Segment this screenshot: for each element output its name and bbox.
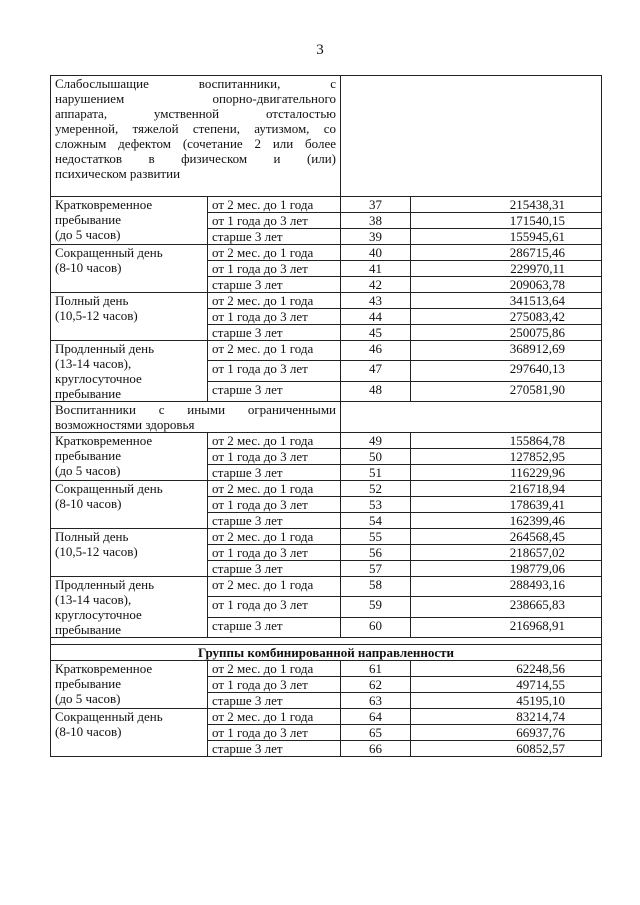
section-title: Группы комбинированной направленности	[51, 645, 602, 661]
mode-label-line: пребывание	[55, 386, 121, 401]
row-number-cell: 43	[341, 293, 411, 309]
empty-cell	[341, 402, 602, 433]
row-number-cell: 37	[341, 197, 411, 213]
mode-label-line: Сокращенный день	[55, 709, 163, 724]
table-row	[51, 709, 602, 725]
mode-label-cell	[51, 577, 208, 638]
age-cell: от 1 года до 3 лет	[208, 261, 341, 277]
table-row	[51, 245, 602, 261]
row-number-cell: 50	[341, 449, 411, 465]
row-number-cell: 40	[341, 245, 411, 261]
table-row	[51, 577, 602, 597]
cost-value-cell: 218657,02	[411, 545, 602, 561]
section-header-cell	[51, 402, 341, 433]
row-number-cell: 54	[341, 513, 411, 529]
age-cell: от 2 мес. до 1 года	[208, 577, 341, 597]
mode-label-line: пребывание	[55, 676, 121, 691]
row-number-cell: 56	[341, 545, 411, 561]
age-cell: от 2 мес. до 1 года	[208, 245, 341, 261]
cost-value-cell: 49714,55	[411, 677, 602, 693]
row-number-cell: 51	[341, 465, 411, 481]
section-header-line: психическом развитии	[55, 166, 181, 181]
mode-label-line: Кратковременное	[55, 661, 153, 676]
mode-label-line: пребывание	[55, 212, 121, 227]
cost-value-cell: 229970,11	[411, 261, 602, 277]
section-header-line: аппарата, умственной отсталостью	[55, 106, 337, 121]
mode-label-line: круглосуточное	[55, 371, 142, 386]
cost-value-cell: 155864,78	[411, 433, 602, 449]
mode-label-cell	[51, 481, 208, 529]
table-row	[51, 293, 602, 309]
cost-value-cell: 198779,06	[411, 561, 602, 577]
row-number-cell: 42	[341, 277, 411, 293]
row-number-cell: 44	[341, 309, 411, 325]
mode-label-line: круглосуточное	[55, 607, 142, 622]
age-cell: старше 3 лет	[208, 561, 341, 577]
age-cell: от 2 мес. до 1 года	[208, 341, 341, 361]
mode-label-line: (10,5-12 часов)	[55, 308, 138, 323]
cost-value-cell: 209063,78	[411, 277, 602, 293]
age-cell: от 2 мес. до 1 года	[208, 293, 341, 309]
age-cell: старше 3 лет	[208, 465, 341, 481]
age-cell: старше 3 лет	[208, 325, 341, 341]
row-number-cell: 59	[341, 597, 411, 617]
section-header-line: возможностями здоровья	[55, 417, 195, 432]
cost-value-cell: 216718,94	[411, 481, 602, 497]
mode-label-line: (13-14 часов),	[55, 356, 132, 371]
mode-label-line: (8-10 часов)	[55, 496, 122, 511]
section-header-row	[51, 76, 602, 197]
age-cell: от 1 года до 3 лет	[208, 725, 341, 741]
section-header-line: Воспитанники с иными ограниченными	[55, 402, 337, 417]
age-cell: от 2 мес. до 1 года	[208, 709, 341, 725]
section-header-line: умеренной, тяжелой степени, аутизмом, со	[55, 121, 337, 136]
mode-label-cell	[51, 245, 208, 293]
section-header-row	[51, 402, 602, 433]
age-cell: от 1 года до 3 лет	[208, 449, 341, 465]
row-number-cell: 63	[341, 693, 411, 709]
row-number-cell: 41	[341, 261, 411, 277]
row-number-cell: 48	[341, 381, 411, 401]
section-title-row	[51, 645, 602, 661]
mode-label-line: (10,5-12 часов)	[55, 544, 138, 559]
mode-label-line: (до 5 часов)	[55, 463, 121, 478]
mode-label-line: Сокращенный день	[55, 481, 163, 496]
cost-value-cell: 66937,76	[411, 725, 602, 741]
row-number-cell: 61	[341, 661, 411, 677]
cost-value-cell: 216968,91	[411, 617, 602, 637]
cost-value-cell: 215438,31	[411, 197, 602, 213]
row-number-cell: 65	[341, 725, 411, 741]
cost-value-cell: 127852,95	[411, 449, 602, 465]
cost-value-cell: 286715,46	[411, 245, 602, 261]
age-cell: от 1 года до 3 лет	[208, 545, 341, 561]
cost-value-cell: 62248,56	[411, 661, 602, 677]
cost-value-cell: 275083,42	[411, 309, 602, 325]
empty-cell	[341, 76, 602, 197]
section-header-line: Слабослышащие воспитанники, с	[55, 76, 337, 91]
table-row	[51, 341, 602, 361]
cost-value-cell: 270581,90	[411, 381, 602, 401]
age-cell: от 2 мес. до 1 года	[208, 661, 341, 677]
age-cell: старше 3 лет	[208, 693, 341, 709]
section-header-line: недостатков в физическом и (или)	[55, 151, 337, 166]
mode-label-line: Полный день	[55, 293, 129, 308]
mode-label-line: Кратковременное	[55, 433, 153, 448]
row-number-cell: 47	[341, 361, 411, 381]
tariff-table	[50, 75, 602, 757]
cost-value-cell: 238665,83	[411, 597, 602, 617]
row-number-cell: 62	[341, 677, 411, 693]
age-cell: от 2 мес. до 1 года	[208, 433, 341, 449]
cost-value-cell: 178639,41	[411, 497, 602, 513]
mode-label-line: пребывание	[55, 448, 121, 463]
age-cell: старше 3 лет	[208, 277, 341, 293]
row-number-cell: 64	[341, 709, 411, 725]
table-row	[51, 197, 602, 213]
cost-value-cell: 116229,96	[411, 465, 602, 481]
age-cell: старше 3 лет	[208, 229, 341, 245]
age-cell: от 2 мес. до 1 года	[208, 529, 341, 545]
cost-value-cell: 264568,45	[411, 529, 602, 545]
mode-label-cell	[51, 293, 208, 341]
table-row	[51, 661, 602, 677]
row-number-cell: 45	[341, 325, 411, 341]
mode-label-line: Полный день	[55, 529, 129, 544]
row-number-cell: 58	[341, 577, 411, 597]
age-cell: от 1 года до 3 лет	[208, 309, 341, 325]
age-cell: от 1 года до 3 лет	[208, 497, 341, 513]
age-cell: старше 3 лет	[208, 617, 341, 637]
mode-label-cell	[51, 709, 208, 757]
row-number-cell: 60	[341, 617, 411, 637]
cost-value-cell: 250075,86	[411, 325, 602, 341]
cost-value-cell: 171540,15	[411, 213, 602, 229]
age-cell: старше 3 лет	[208, 381, 341, 401]
cost-value-cell: 368912,69	[411, 341, 602, 361]
cost-value-cell: 60852,57	[411, 741, 602, 757]
empty-cell	[51, 638, 602, 645]
mode-label-line: Продленный день	[55, 577, 155, 592]
row-number-cell: 39	[341, 229, 411, 245]
spacer-row	[51, 638, 602, 645]
row-number-cell: 49	[341, 433, 411, 449]
mode-label-line: Продленный день	[55, 341, 155, 356]
row-number-cell: 38	[341, 213, 411, 229]
section-header-cell	[51, 76, 341, 197]
row-number-cell: 46	[341, 341, 411, 361]
mode-label-line: (8-10 часов)	[55, 724, 122, 739]
mode-label-line: Сокращенный день	[55, 245, 163, 260]
row-number-cell: 53	[341, 497, 411, 513]
cost-value-cell: 83214,74	[411, 709, 602, 725]
table-row	[51, 529, 602, 545]
age-cell: от 1 года до 3 лет	[208, 213, 341, 229]
mode-label-line: (до 5 часов)	[55, 691, 121, 706]
cost-value-cell: 288493,16	[411, 577, 602, 597]
cost-value-cell: 341513,64	[411, 293, 602, 309]
age-cell: от 1 года до 3 лет	[208, 361, 341, 381]
section-header-line: сложным дефектом (сочетание 2 или более	[55, 136, 337, 151]
cost-value-cell: 297640,13	[411, 361, 602, 381]
row-number-cell: 66	[341, 741, 411, 757]
table-row	[51, 481, 602, 497]
mode-label-cell	[51, 661, 208, 709]
row-number-cell: 57	[341, 561, 411, 577]
age-cell: от 2 мес. до 1 года	[208, 481, 341, 497]
age-cell: от 2 мес. до 1 года	[208, 197, 341, 213]
mode-label-line: (до 5 часов)	[55, 227, 121, 242]
age-cell: старше 3 лет	[208, 513, 341, 529]
mode-label-cell	[51, 433, 208, 481]
row-number-cell: 52	[341, 481, 411, 497]
age-cell: от 1 года до 3 лет	[208, 677, 341, 693]
tariff-table-body	[51, 76, 602, 757]
cost-value-cell: 162399,46	[411, 513, 602, 529]
mode-label-line: (13-14 часов),	[55, 592, 132, 607]
cost-value-cell: 155945,61	[411, 229, 602, 245]
cost-value-cell: 45195,10	[411, 693, 602, 709]
table-row	[51, 433, 602, 449]
mode-label-line: Кратковременное	[55, 197, 153, 212]
mode-label-cell	[51, 341, 208, 402]
age-cell: от 1 года до 3 лет	[208, 597, 341, 617]
age-cell: старше 3 лет	[208, 741, 341, 757]
mode-label-cell	[51, 529, 208, 577]
row-number-cell: 55	[341, 529, 411, 545]
page-number: 3	[316, 42, 324, 58]
mode-label-line: пребывание	[55, 622, 121, 637]
mode-label-cell	[51, 197, 208, 245]
mode-label-line: (8-10 часов)	[55, 260, 122, 275]
section-header-line: нарушением опорно-двигательного	[55, 91, 337, 106]
